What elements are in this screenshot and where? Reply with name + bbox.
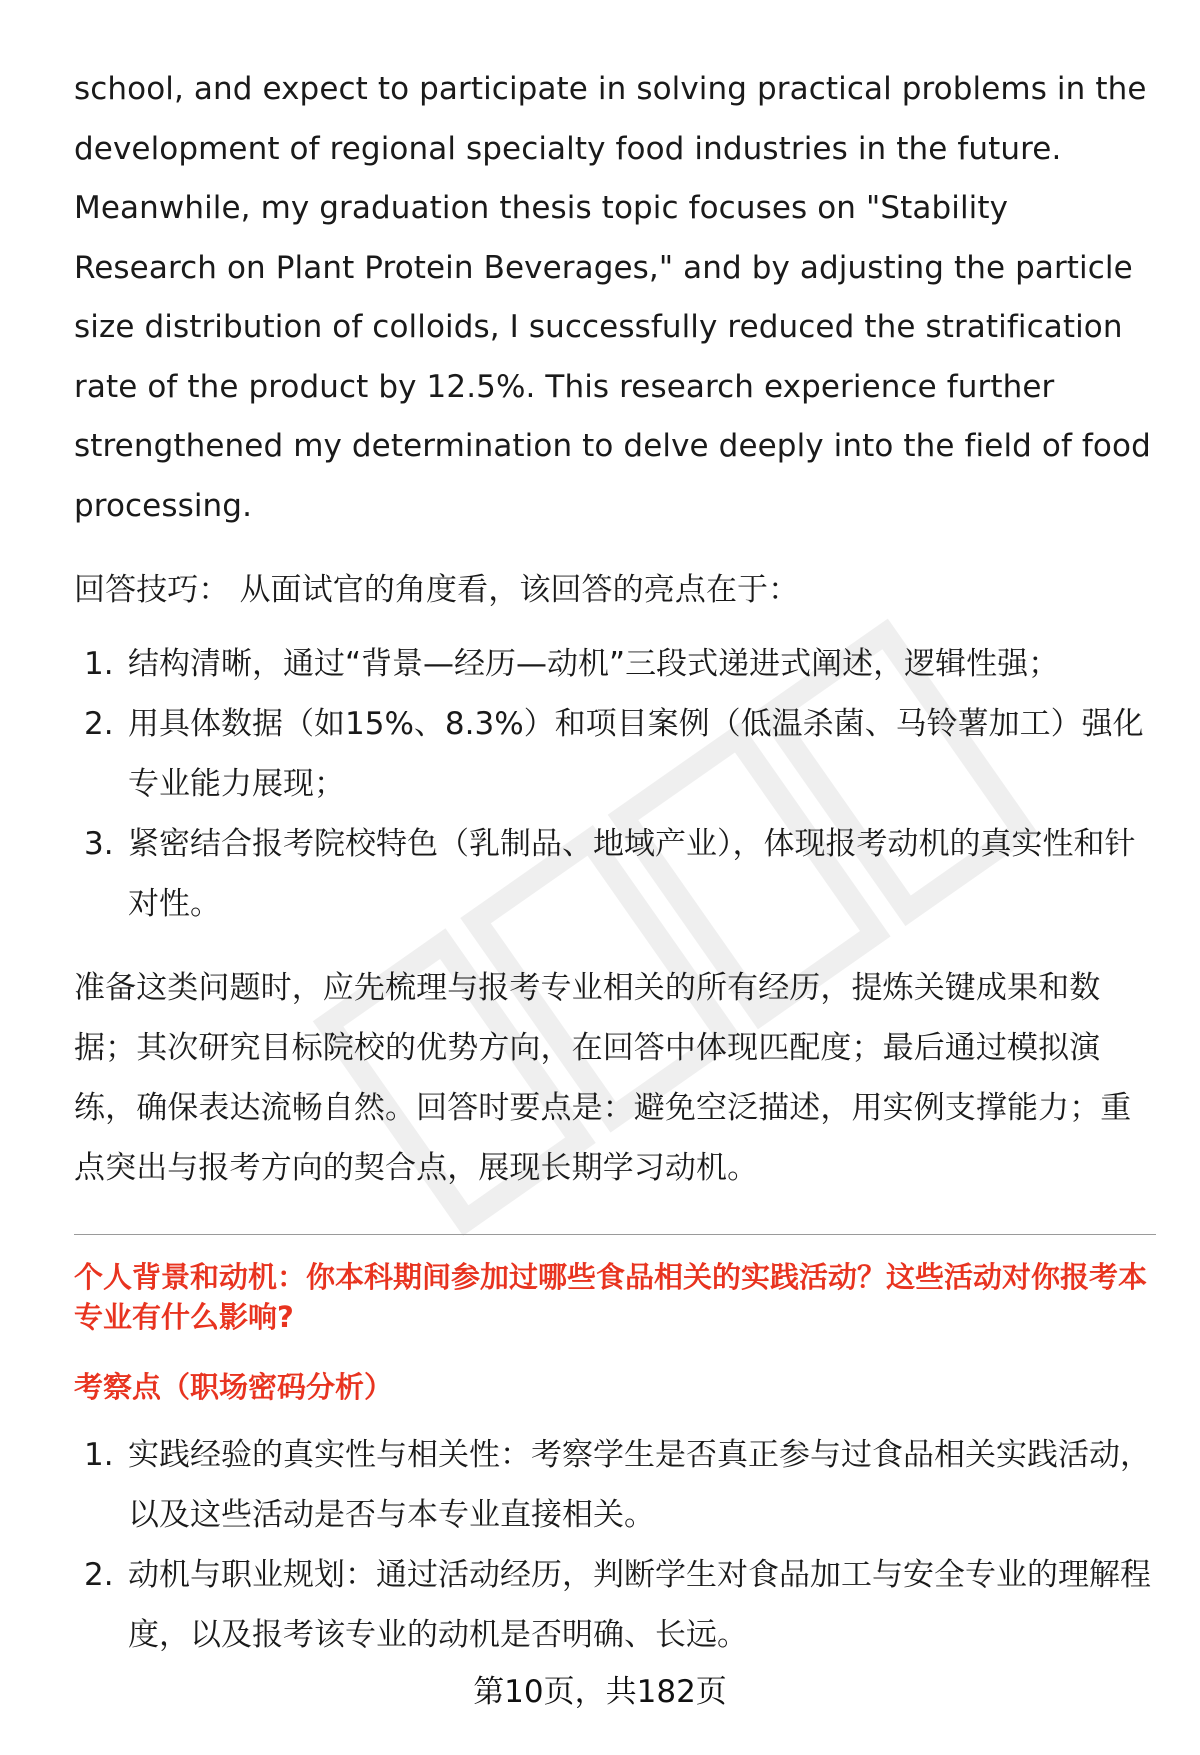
list-number: 2. [84,706,114,742]
list-number: 3. [84,826,114,862]
list-number: 2. [84,1557,114,1593]
tip-line: 回答技巧： 从面试官的角度看，该回答的亮点在于： [74,572,800,608]
list-text: 紧密结合报考院校特色（乳制品、地域产业），体现报考动机的真实性和针对性。 [128,826,1136,922]
prep-paragraph: 准备这类问题时，应先梳理与报考专业相关的所有经历，提炼关键成果和数据；其次研究目标院校的优势方向，在回答中体现匹配度；最后通过模拟演练，确保表达流畅自然。回答时要点是：避免空泛描述，用实例支撑能力；重点突出与报考方向的契合点，展现长期学习动机。 [74,970,1132,1186]
list-text: 结构清晰，通过“背景—经历—动机”三段式递进式阐述，逻辑性强； [128,646,1060,682]
list-item [74,694,1156,814]
list-item [74,634,1156,694]
english-paragraph: school, and expect to participate in solving practical problems in the development of regional specialty food industries in the future. Meanwhile, my graduation thesis topic focuses on "Stability Research on Plant Protein Beverages," and by adjusting the particle size distribution of colloids, I successfully reduced the stratification rate of the product by 12.5%. This research experience further strengthened my determination to delve deeply into the field of food processing. [74,71,1151,524]
list-item [74,1545,1156,1665]
list-item [74,1425,1156,1545]
list-number: 1. [84,1437,114,1473]
question-title: 个人背景和动机：你本科期间参加过哪些食品相关的实践活动？这些活动对你报考本专业有什么影响? [74,1260,1148,1334]
points-list [74,1425,1156,1665]
list-number: 1. [84,646,114,682]
page-number: 第10页，共182页 [473,1674,727,1710]
section-label: 考察点（职场密码分析） [74,1370,394,1404]
list-text: 实践经验的真实性与相关性：考察学生是否真正参与过食品相关实践活动，以及这些活动是否与本专业直接相关。 [128,1437,1151,1533]
section-divider [74,1234,1156,1235]
list-item [74,814,1156,934]
tips-list [74,634,1156,934]
list-text: 用具体数据（如15%、8.3%）和项目案例（低温杀菌、马铃薯加工）强化专业能力展现； [128,706,1144,802]
document-page [74,60,1156,1665]
list-text: 动机与职业规划：通过活动经历，判断学生对食品加工与安全专业的理解程度，以及报考该专业的动机是否明确、长远。 [128,1557,1151,1653]
